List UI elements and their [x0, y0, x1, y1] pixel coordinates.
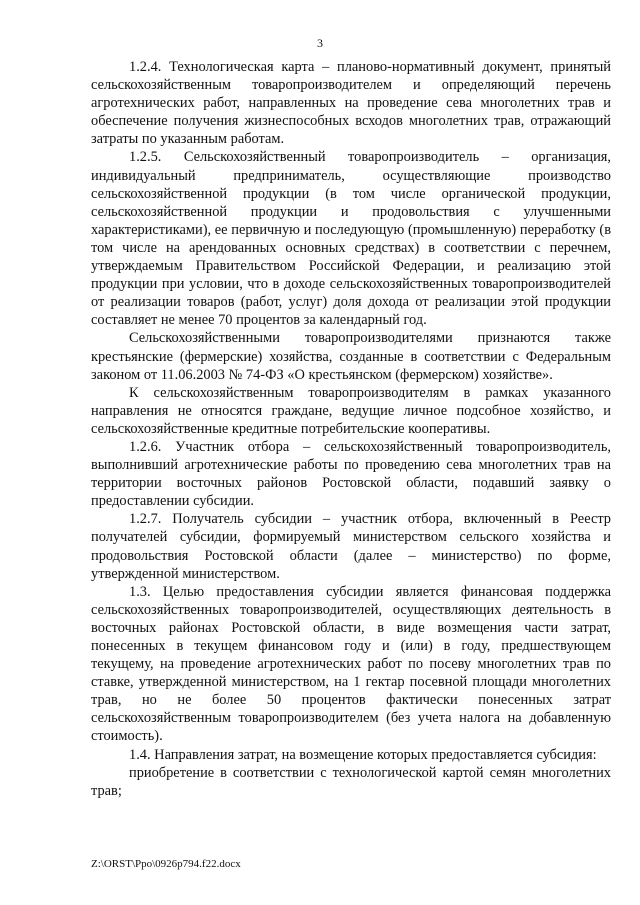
paragraph-1-2-5: 1.2.5. Сельскохозяйственный товаропроизводитель – организация, индивидуальный предприниматель, осуществляющие производство сельскохозяйственной продукции (в том числе органической продукции, сельскохозяйственной продукции и продовольствия с улучшенными характеристиками), ее первичную и последующую (промышленную) переработку (в том числе на арендованных основных средствах) в соответствии с перечнем, утверждаемым Правительством Российской Федерации, и реализацию этой продукции при условии, что в доходе сельскохозяйственных товаропроизводителей от реализации товаров (работ, услуг) доля дохода от реализации этой продукции составляет не менее 70 процентов за календарный год. [91, 149, 611, 329]
footer-file-path: Z:\ORST\Ppo\0926p794.f22.docx [91, 858, 241, 870]
page-number: 3 [317, 36, 323, 50]
document-body [91, 58, 611, 800]
paragraph-1-2-6: 1.2.6. Участник отбора – сельскохозяйственный товаропроизводитель, выполнивший агротехнические работы по проведению сева многолетних трав на территории восточных районов Ростовской области, подавший заявку о предоставлении субсидии. [91, 438, 611, 510]
paragraph-1-3: 1.3. Целью предоставления субсидии является финансовая поддержка сельскохозяйственных товаропроизводителей, осуществляющих деятельность в восточных районах Ростовской области, в виде возмещения части затрат, понесенных в текущем финансовом году и (или) в году, предшествующем текущему, на проведение агротехнических работ по посеву многолетних трав по ставке, утвержденной министерством, на 1 гектар посевной площади многолетних трав, но не более 50 процентов фактически понесенных затрат сельскохозяйственным товаропроизводителем (без учета налога на добавленную стоимость). [91, 583, 611, 745]
paragraph-1-4: 1.4. Направления затрат, на возмещение которых предоставляется субсидия: [129, 746, 597, 763]
paragraph-1-2-4: 1.2.4. Технологическая карта – планово-нормативный документ, принятый сельскохозяйственным товаропроизводителем и определяющий перечень агротехнических работ, направленных на проведение сева многолетних трав и обеспечение получения жизнеспособных всходов многолетних трав, отражающий затраты по указанным работам. [91, 59, 611, 148]
paragraph-seed-purchase: приобретение в соответствии с технологической картой семян многолетних трав; [91, 764, 611, 799]
paragraph-1-2-7: 1.2.7. Получатель субсидии – участник отбора, включенный в Реестр получателей субсидии, формируемый министерством сельского хозяйства и продовольствия Ростовской области (далее – министерство) по форме, утвержденной министерством. [91, 511, 611, 582]
paragraph-farm-households: Сельскохозяйственными товаропроизводителями признаются также крестьянские (фермерские) хозяйства, созданные в соответствии с Федеральным законом от 11.06.2003 № 74-ФЗ «О крестьянском (фермерском) хозяйстве». [91, 330, 611, 383]
paragraph-exclusions: К сельскохозяйственным товаропроизводителям в рамках указанного направления не относятся граждане, ведущие личное подсобное хозяйство, и сельскохозяйственные кредитные потребительские кооперативы. [91, 384, 611, 437]
